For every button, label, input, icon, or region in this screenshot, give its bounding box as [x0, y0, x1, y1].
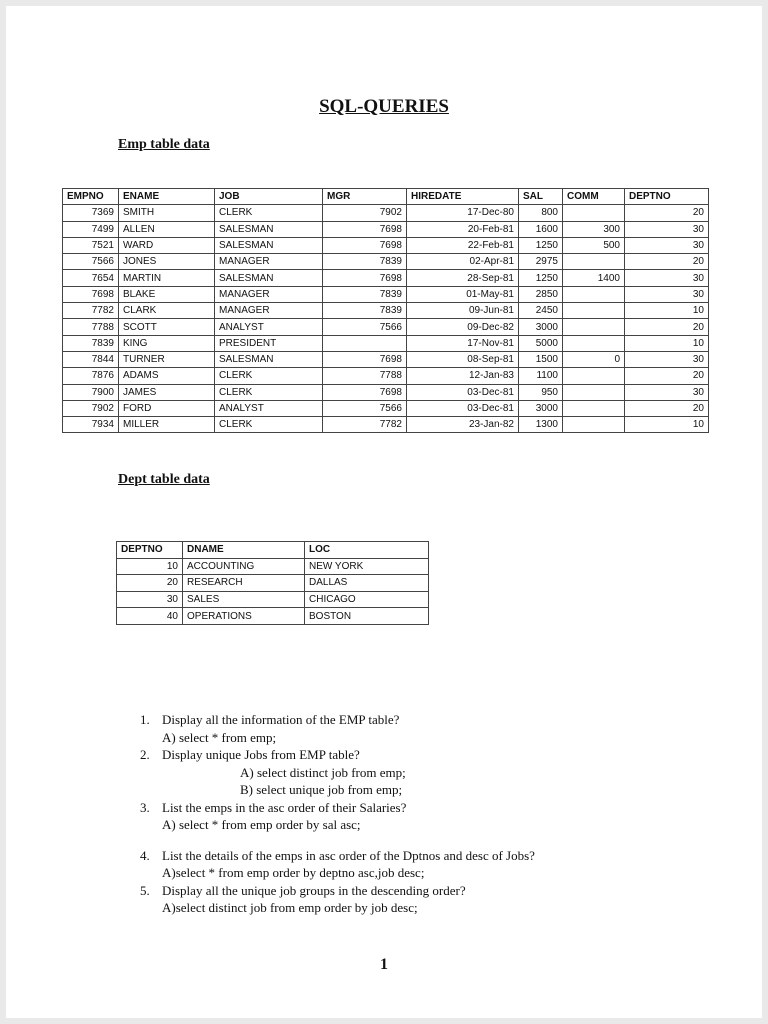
answer-query: B) select unique job from emp;: [240, 782, 403, 797]
table-row: [63, 303, 709, 319]
table-cell: 20-Feb-81: [407, 221, 519, 237]
table-cell: 7839: [323, 303, 407, 319]
table-cell: 08-Sep-81: [407, 351, 519, 367]
column-header: HIREDATE: [407, 189, 519, 205]
answer-query: A)select distinct job from emp order by job desc;: [162, 900, 418, 915]
table-row: [63, 221, 709, 237]
table-cell: BLAKE: [119, 286, 215, 302]
table-cell: ANALYST: [215, 319, 323, 335]
table-cell: 12-Jan-83: [407, 368, 519, 384]
table-cell: 7698: [323, 384, 407, 400]
table-row: [63, 400, 709, 416]
question-number: 4.: [140, 847, 150, 863]
question-list: [140, 711, 700, 917]
table-cell: 7902: [63, 400, 119, 416]
emp-table: [62, 188, 709, 433]
table-cell: [323, 335, 407, 351]
column-header: JOB: [215, 189, 323, 205]
table-cell: MILLER: [119, 417, 215, 433]
table-cell: 30: [625, 270, 709, 286]
table-cell: ALLEN: [119, 221, 215, 237]
table-cell: NEW YORK: [305, 558, 429, 575]
emp-table-header-row: [63, 189, 709, 205]
table-cell: 7788: [323, 368, 407, 384]
table-cell: MANAGER: [215, 303, 323, 319]
column-header: DNAME: [183, 542, 305, 559]
table-cell: 09-Dec-82: [407, 319, 519, 335]
table-cell: 17-Dec-80: [407, 205, 519, 221]
table-cell: [563, 417, 625, 433]
table-cell: SMITH: [119, 205, 215, 221]
table-cell: SALES: [183, 591, 305, 608]
dept-table: [116, 541, 429, 625]
table-cell: 5000: [519, 335, 563, 351]
table-cell: [563, 400, 625, 416]
table-cell: WARD: [119, 237, 215, 253]
column-header: EMPNO: [63, 189, 119, 205]
table-cell: ANALYST: [215, 400, 323, 416]
answer-query: A) select * from emp;: [162, 729, 277, 745]
table-cell: RESEARCH: [183, 575, 305, 592]
table-cell: 30: [625, 221, 709, 237]
table-cell: 09-Jun-81: [407, 303, 519, 319]
table-cell: OPERATIONS: [183, 608, 305, 625]
table-cell: 7698: [323, 270, 407, 286]
table-cell: 20: [625, 205, 709, 221]
table-cell: 10: [117, 558, 183, 575]
table-cell: 1250: [519, 237, 563, 253]
table-cell: MANAGER: [215, 254, 323, 270]
table-cell: 7839: [63, 335, 119, 351]
table-cell: 40: [117, 608, 183, 625]
question-text: List the details of the emps in asc order of the Dptnos and desc of Jobs?: [162, 847, 535, 863]
table-cell: 20: [117, 575, 183, 592]
table-cell: 03-Dec-81: [407, 400, 519, 416]
answer-query: A) select * from emp order by sal asc;: [162, 817, 361, 832]
table-cell: 7566: [323, 400, 407, 416]
question-item: [140, 847, 700, 865]
table-cell: 02-Apr-81: [407, 254, 519, 270]
question-item: [140, 746, 700, 764]
table-cell: 2975: [519, 254, 563, 270]
table-cell: 1600: [519, 221, 563, 237]
table-cell: TURNER: [119, 351, 215, 367]
table-cell: 22-Feb-81: [407, 237, 519, 253]
table-cell: SALESMAN: [215, 237, 323, 253]
dept-table-header-row: [117, 542, 429, 559]
table-cell: JAMES: [119, 384, 215, 400]
answer-query: A) select distinct job from emp;: [240, 764, 406, 780]
table-cell: 1400: [563, 270, 625, 286]
table-cell: 10: [625, 335, 709, 351]
table-cell: 7698: [323, 221, 407, 237]
question-item: [140, 711, 700, 729]
table-row: [63, 417, 709, 433]
table-cell: 1100: [519, 368, 563, 384]
table-cell: 2450: [519, 303, 563, 319]
column-header: ENAME: [119, 189, 215, 205]
table-cell: CLERK: [215, 417, 323, 433]
table-cell: CLERK: [215, 205, 323, 221]
table-row: [63, 335, 709, 351]
table-cell: 7521: [63, 237, 119, 253]
table-cell: 500: [563, 237, 625, 253]
table-cell: CLERK: [215, 384, 323, 400]
column-header: DEPTNO: [625, 189, 709, 205]
table-cell: 30: [625, 286, 709, 302]
table-cell: [563, 384, 625, 400]
table-cell: 30: [625, 351, 709, 367]
table-cell: 20: [625, 254, 709, 270]
table-cell: 7934: [63, 417, 119, 433]
table-cell: 7839: [323, 254, 407, 270]
table-row: [117, 591, 429, 608]
question-text: Display all the unique job groups in the descending order?: [162, 882, 466, 898]
table-cell: 28-Sep-81: [407, 270, 519, 286]
table-row: [63, 254, 709, 270]
table-cell: 7566: [63, 254, 119, 270]
question-number: 5.: [140, 882, 150, 898]
table-cell: 3000: [519, 319, 563, 335]
column-header: SAL: [519, 189, 563, 205]
table-cell: 1500: [519, 351, 563, 367]
table-cell: SALESMAN: [215, 221, 323, 237]
table-cell: 7698: [63, 286, 119, 302]
table-cell: [563, 368, 625, 384]
table-cell: 1300: [519, 417, 563, 433]
table-cell: ACCOUNTING: [183, 558, 305, 575]
table-row: [63, 368, 709, 384]
table-cell: [563, 254, 625, 270]
table-cell: MANAGER: [215, 286, 323, 302]
table-cell: 7499: [63, 221, 119, 237]
question-number: 3.: [140, 799, 150, 815]
table-cell: 7876: [63, 368, 119, 384]
table-cell: KING: [119, 335, 215, 351]
table-cell: 7900: [63, 384, 119, 400]
table-cell: [563, 335, 625, 351]
table-cell: 800: [519, 205, 563, 221]
table-row: [63, 384, 709, 400]
column-header: COMM: [563, 189, 625, 205]
table-cell: 950: [519, 384, 563, 400]
table-cell: [563, 319, 625, 335]
table-cell: 23-Jan-82: [407, 417, 519, 433]
table-cell: 20: [625, 400, 709, 416]
table-row: [63, 270, 709, 286]
table-cell: 2850: [519, 286, 563, 302]
question-text: Display unique Jobs from EMP table?: [162, 747, 360, 762]
dept-section-label: Dept table data: [118, 472, 210, 487]
table-row: [63, 286, 709, 302]
column-header: DEPTNO: [117, 542, 183, 559]
table-cell: SALESMAN: [215, 270, 323, 286]
column-header: LOC: [305, 542, 429, 559]
table-cell: 7698: [323, 351, 407, 367]
table-cell: DALLAS: [305, 575, 429, 592]
table-cell: CLERK: [215, 368, 323, 384]
table-cell: 300: [563, 221, 625, 237]
spacer: [140, 834, 700, 847]
table-row: [63, 237, 709, 253]
table-cell: FORD: [119, 400, 215, 416]
table-cell: 7698: [323, 237, 407, 253]
table-cell: SCOTT: [119, 319, 215, 335]
table-cell: 10: [625, 303, 709, 319]
table-cell: [563, 286, 625, 302]
table-cell: 0: [563, 351, 625, 367]
column-header: MGR: [323, 189, 407, 205]
table-cell: 3000: [519, 400, 563, 416]
table-cell: PRESIDENT: [215, 335, 323, 351]
table-cell: 30: [117, 591, 183, 608]
table-cell: 30: [625, 384, 709, 400]
table-cell: ADAMS: [119, 368, 215, 384]
table-cell: 20: [625, 368, 709, 384]
table-cell: 7844: [63, 351, 119, 367]
table-cell: CHICAGO: [305, 591, 429, 608]
question-number: 1.: [140, 712, 150, 727]
table-row: [63, 319, 709, 335]
table-cell: 01-May-81: [407, 286, 519, 302]
table-cell: 7839: [323, 286, 407, 302]
table-row: [117, 608, 429, 625]
table-cell: BOSTON: [305, 608, 429, 625]
table-cell: CLARK: [119, 303, 215, 319]
table-cell: [563, 205, 625, 221]
table-cell: 7788: [63, 319, 119, 335]
table-cell: 30: [625, 237, 709, 253]
table-cell: 1250: [519, 270, 563, 286]
table-cell: 7782: [63, 303, 119, 319]
question-text: List the emps in the asc order of their Salaries?: [162, 799, 407, 815]
table-cell: 7369: [63, 205, 119, 221]
table-cell: [563, 303, 625, 319]
table-cell: 17-Nov-81: [407, 335, 519, 351]
table-cell: JONES: [119, 254, 215, 270]
table-row: [63, 351, 709, 367]
table-row: [63, 205, 709, 221]
table-cell: 7654: [63, 270, 119, 286]
emp-section-label: Emp table data: [118, 137, 210, 152]
question-item: [140, 799, 700, 817]
table-cell: 20: [625, 319, 709, 335]
question-number: 2.: [140, 747, 150, 762]
table-cell: SALESMAN: [215, 351, 323, 367]
table-cell: 7566: [323, 319, 407, 335]
page-title: SQL-QUERIES: [319, 96, 449, 117]
table-row: [117, 558, 429, 575]
emp-table-body: [63, 205, 709, 433]
dept-table-body: [117, 558, 429, 624]
page-number: 1: [380, 956, 388, 973]
table-cell: MARTIN: [119, 270, 215, 286]
table-row: [117, 575, 429, 592]
table-cell: 03-Dec-81: [407, 384, 519, 400]
answer-query: A)select * from emp order by deptno asc,job desc;: [162, 865, 425, 880]
table-cell: 7782: [323, 417, 407, 433]
table-cell: 10: [625, 417, 709, 433]
table-cell: 7902: [323, 205, 407, 221]
question-item: [140, 882, 700, 900]
question-text: Display all the information of the EMP table?: [162, 712, 400, 727]
